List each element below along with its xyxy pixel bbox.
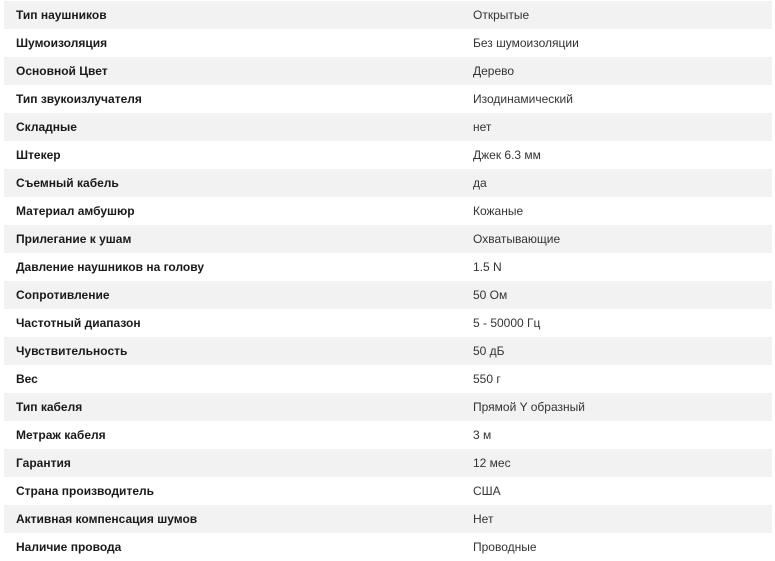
spec-row (4, 197, 772, 225)
spec-row (4, 533, 772, 561)
spec-value: 3 м (473, 428, 492, 442)
spec-row (4, 57, 772, 85)
spec-name: Страна производитель (16, 484, 154, 498)
spec-name: Тип звукоизлучателя (16, 92, 142, 106)
spec-row (4, 169, 772, 197)
spec-name: Гарантия (16, 456, 71, 470)
spec-row (4, 1, 772, 29)
spec-value: 550 г (473, 372, 501, 386)
spec-value: 12 мес (473, 456, 511, 470)
spec-value: Проводные (473, 540, 537, 554)
spec-name: Тип наушников (16, 8, 107, 22)
spec-name: Складные (16, 120, 77, 134)
spec-name: Наличие провода (16, 540, 122, 554)
spec-row (4, 421, 772, 449)
spec-value: Дерево (473, 64, 515, 78)
specs-table (4, 1, 772, 561)
specs-table-body (4, 1, 772, 561)
spec-value: 1.5 N (473, 260, 502, 274)
spec-row (4, 505, 772, 533)
spec-name: Съемный кабель (16, 176, 119, 190)
spec-row (4, 141, 772, 169)
spec-name: Чувствительность (16, 344, 128, 358)
spec-value: США (473, 484, 501, 498)
spec-name: Активная компенсация шумов (16, 512, 198, 526)
spec-name: Прилегание к ушам (16, 232, 132, 246)
spec-name: Тип кабеля (16, 400, 83, 414)
spec-value: Нет (473, 512, 494, 526)
spec-name: Сопротивление (16, 288, 110, 302)
spec-value: 50 дБ (473, 344, 505, 358)
spec-value: Джек 6.3 мм (473, 148, 541, 162)
spec-row (4, 225, 772, 253)
spec-value: да (473, 176, 487, 190)
spec-name: Давление наушников на голову (16, 260, 204, 274)
spec-row (4, 477, 772, 505)
spec-name: Штекер (16, 148, 61, 162)
spec-value: 5 - 50000 Гц (473, 316, 541, 330)
spec-name: Частотный диапазон (16, 316, 141, 330)
spec-name: Метраж кабеля (16, 428, 106, 442)
spec-value: нет (473, 120, 492, 134)
spec-row (4, 337, 772, 365)
spec-row (4, 253, 772, 281)
spec-value: Изодинамический (473, 92, 573, 106)
spec-value: Без шумоизоляции (473, 36, 579, 50)
spec-name: Основной Цвет (16, 64, 108, 78)
spec-row (4, 449, 772, 477)
spec-value: Кожаные (473, 204, 524, 218)
spec-row (4, 393, 772, 421)
spec-row (4, 309, 772, 337)
spec-value: 50 Ом (473, 288, 508, 302)
spec-name: Шумоизоляция (16, 36, 108, 50)
spec-row (4, 85, 772, 113)
spec-value: Открытые (473, 8, 530, 22)
spec-value: Прямой Y образный (473, 400, 585, 414)
spec-name: Вес (16, 372, 38, 386)
spec-row (4, 281, 772, 309)
spec-row (4, 113, 772, 141)
spec-row (4, 29, 772, 57)
spec-value: Охватывающие (473, 232, 561, 246)
spec-name: Материал амбушюр (16, 204, 135, 218)
spec-row (4, 365, 772, 393)
